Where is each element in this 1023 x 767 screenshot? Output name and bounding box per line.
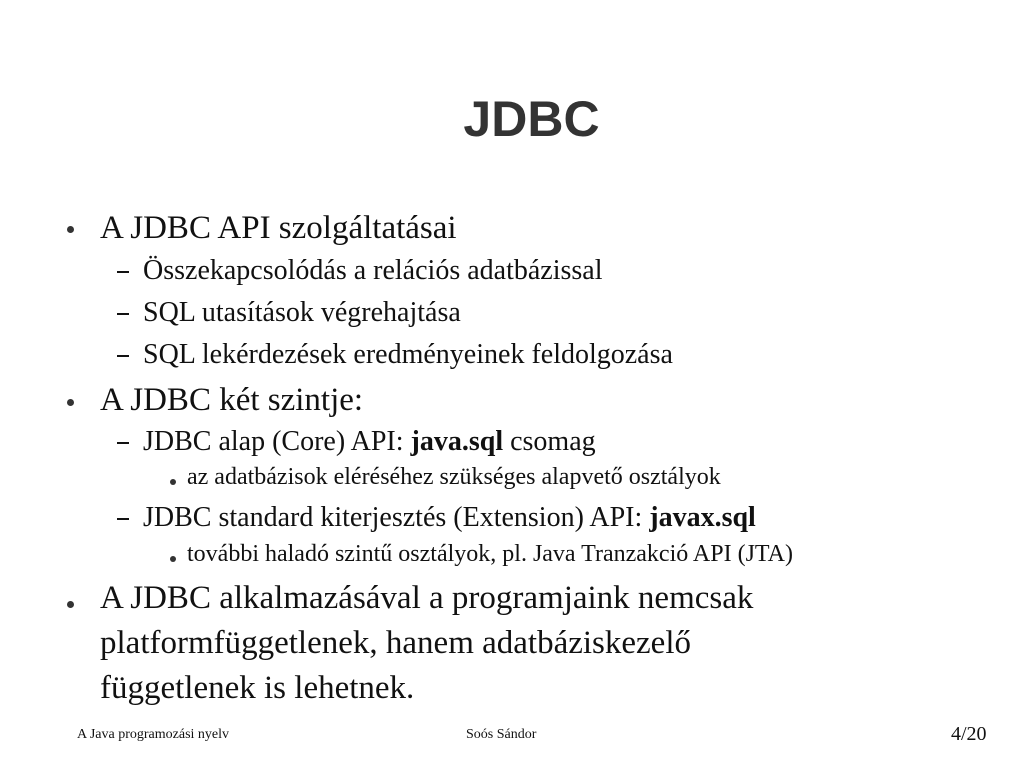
- bullet-dot-icon: [170, 479, 176, 485]
- bullet-item: A JDBC API szolgáltatásai: [100, 210, 457, 246]
- footer-center: Soós Sándor: [466, 727, 537, 742]
- dash-icon: [117, 355, 129, 357]
- slide-title: JDBC: [463, 91, 600, 147]
- dash-icon: [117, 271, 129, 273]
- sub-bullet-item: [143, 424, 596, 460]
- sub-bullet-item: Összekapcsolódás a relációs adatbázissal: [143, 255, 603, 286]
- bullet-dot-icon: [170, 556, 176, 562]
- dash-icon: [117, 442, 129, 444]
- footer-left: A Java programozási nyelv: [77, 727, 230, 742]
- bullet-item: A JDBC két szintje:: [100, 382, 364, 418]
- sub-bullet-item: SQL lekérdezések eredményeinek feldolgozása: [143, 339, 673, 370]
- bullet-item-line: függetlenek is lehetnek.: [100, 670, 415, 706]
- bullet-item-line: A JDBC alkalmazásával a programjaink nemcsak: [100, 580, 754, 616]
- sub-bullet-item: [143, 500, 756, 536]
- sub-sub-bullet-item: az adatbázisok eléréséhez szükséges alapvető osztályok: [187, 464, 721, 490]
- page-number: 4/20: [951, 723, 987, 745]
- package-name: javax.sql: [649, 502, 756, 533]
- sub-bullet-text: JDBC standard kiterjesztés (Extension) API:: [143, 502, 650, 533]
- bullet-item-line: platformfüggetlenek, hanem adatbáziskezelő: [100, 625, 691, 661]
- dash-icon: [117, 518, 129, 520]
- bullet-dot-icon: [67, 226, 74, 233]
- bullet-dot-icon: [67, 399, 74, 406]
- dash-icon: [117, 313, 129, 315]
- sub-bullet-text: csomag: [503, 426, 596, 457]
- sub-bullet-item: SQL utasítások végrehajtása: [143, 297, 461, 328]
- sub-sub-bullet-item: további haladó szintű osztályok, pl. Java Tranzakció API (JTA): [187, 541, 793, 567]
- sub-bullet-text: JDBC alap (Core) API:: [143, 426, 411, 457]
- bullet-dot-icon: [67, 601, 74, 608]
- package-name: java.sql: [410, 426, 504, 457]
